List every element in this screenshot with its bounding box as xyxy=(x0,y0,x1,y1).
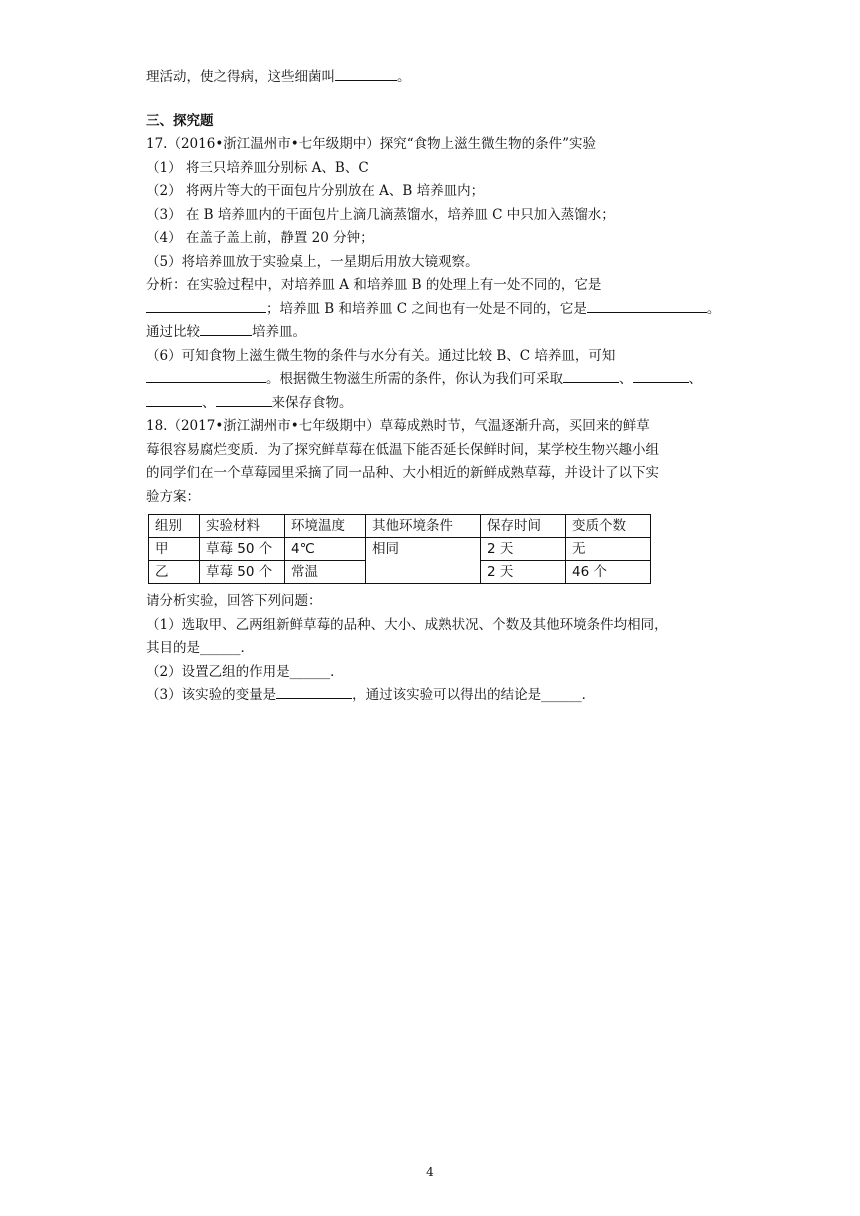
question-18-sub: （1）选取甲、乙两组新鲜草莓的品种、大小、成熟状况、个数及其他环境条件均相同， xyxy=(146,616,668,633)
text-segment: 培养皿。 xyxy=(252,324,306,340)
table-cell: 甲 xyxy=(149,538,200,561)
table-cell: 4℃ xyxy=(285,538,366,561)
question-18-stem: 的同学们在一个草莓园里采摘了同一品种、大小相近的新鲜成熟草莓，并设计了以下实 xyxy=(146,465,659,481)
table-cell: 乙 xyxy=(149,561,200,584)
spacer xyxy=(146,90,726,110)
question-18-stem: 莓很容易腐烂变质．为了探究鲜草莓在低温下能否延长保鲜时间，某学校生物兴趣小组 xyxy=(146,441,659,458)
question-18-stem: 验方案： xyxy=(146,488,200,505)
text-segment: ；培养皿 B 和培养皿 C 之间也有一处是不同的，它是 xyxy=(266,300,587,317)
table-cell: 草莓 50 个 xyxy=(200,538,285,561)
table-header-cell: 实验材料 xyxy=(200,515,285,538)
text-segment: 来保存食物。 xyxy=(271,394,353,411)
text-segment: 、 xyxy=(688,371,702,387)
question-17-answer-line xyxy=(146,392,726,416)
text-segment: 、 xyxy=(619,371,633,387)
text-segment: 。 xyxy=(706,300,721,317)
answer-blank xyxy=(276,684,352,699)
question-17-step: （6）可知食物上滋生微生物的条件与水分有关。通过比较 B、C 培养皿，可知 xyxy=(146,347,616,364)
table-header-cell: 组别 xyxy=(149,515,200,538)
answer-blank xyxy=(587,298,707,313)
page-content xyxy=(146,66,726,708)
question-18-prompt: 请分析实验，回答下列问题： xyxy=(146,593,322,609)
question-17-analysis: 分析：在实验过程中，对培养皿 A 和培养皿 B 的处理上有一处不同的，它是 xyxy=(146,277,602,293)
page-number: 4 xyxy=(426,1165,434,1179)
text-segment: 理活动，使之得病，这些细菌叫 xyxy=(146,69,335,85)
question-17-answer-line xyxy=(146,368,726,392)
question-17-step: （5）将培养皿放于实验桌上，一星期后用放大镜观察。 xyxy=(146,253,479,270)
question-18-stem: 18.（2017•浙江湖州市•七年级期中）草莓成熟时节，气温逐渐升高，买回来的鲜草 xyxy=(146,418,650,434)
text-line xyxy=(146,66,726,90)
question-17-step: （4） 在盖子盖上前，静置 20 分钟； xyxy=(146,230,374,246)
text-segment: 通过比较 xyxy=(146,324,200,340)
table-cell: 46 个 xyxy=(566,561,651,584)
text-segment: 。 xyxy=(397,69,411,85)
table-row xyxy=(149,538,651,561)
answer-blank xyxy=(335,66,397,81)
experiment-table xyxy=(148,514,651,584)
question-18-sub: （2）设置乙组的作用是______． xyxy=(146,663,344,680)
text-segment: 。根据微生物滋生所需的条件，你认为我们可采取 xyxy=(266,371,563,387)
question-17-analysis xyxy=(146,321,726,345)
answer-blank xyxy=(146,368,266,383)
question-18-sub: 其目的是______． xyxy=(146,640,254,656)
question-17-analysis xyxy=(146,298,726,322)
question-17-step: （1） 将三只培养皿分别标 A、B、C xyxy=(146,159,369,176)
answer-blank xyxy=(146,298,266,313)
table-header-cell: 保存时间 xyxy=(481,515,566,538)
text-segment: 、 xyxy=(202,394,216,411)
section-title: 三、探究题 xyxy=(146,112,214,129)
answer-blank xyxy=(216,392,272,407)
question-18-sub xyxy=(146,684,726,708)
question-17-step: （2） 将两片等大的干面包片分别放在 A、B 培养皿内； xyxy=(146,183,485,199)
text-segment: （3）该实验的变量是 xyxy=(146,687,277,703)
question-17-stem: 17.（2016•浙江温州市•七年级期中）探究“食物上滋生微生物的条件”实验 xyxy=(146,136,597,152)
table-cell: 2 天 xyxy=(481,561,566,584)
question-17-step: （3） 在 B 培养皿内的干面包片上滴几滴蒸馏水，培养皿 C 中只加入蒸馏水； xyxy=(146,206,615,223)
table-header-cell: 环境温度 xyxy=(285,515,366,538)
answer-blank xyxy=(200,321,252,336)
table-cell: 常温 xyxy=(285,561,366,584)
table-cell: 无 xyxy=(566,538,651,561)
table-cell: 相同 xyxy=(366,538,481,584)
table-header-row xyxy=(149,515,651,538)
table-header-cell: 其他环境条件 xyxy=(366,515,481,538)
answer-blank xyxy=(563,368,619,383)
table-cell: 草莓 50 个 xyxy=(200,561,285,584)
answer-blank xyxy=(633,368,689,383)
table-cell: 2 天 xyxy=(481,538,566,561)
answer-blank xyxy=(146,392,202,407)
table-header-cell: 变质个数 xyxy=(566,515,651,538)
text-segment: ，通过该实验可以得出的结论是______． xyxy=(352,687,596,703)
